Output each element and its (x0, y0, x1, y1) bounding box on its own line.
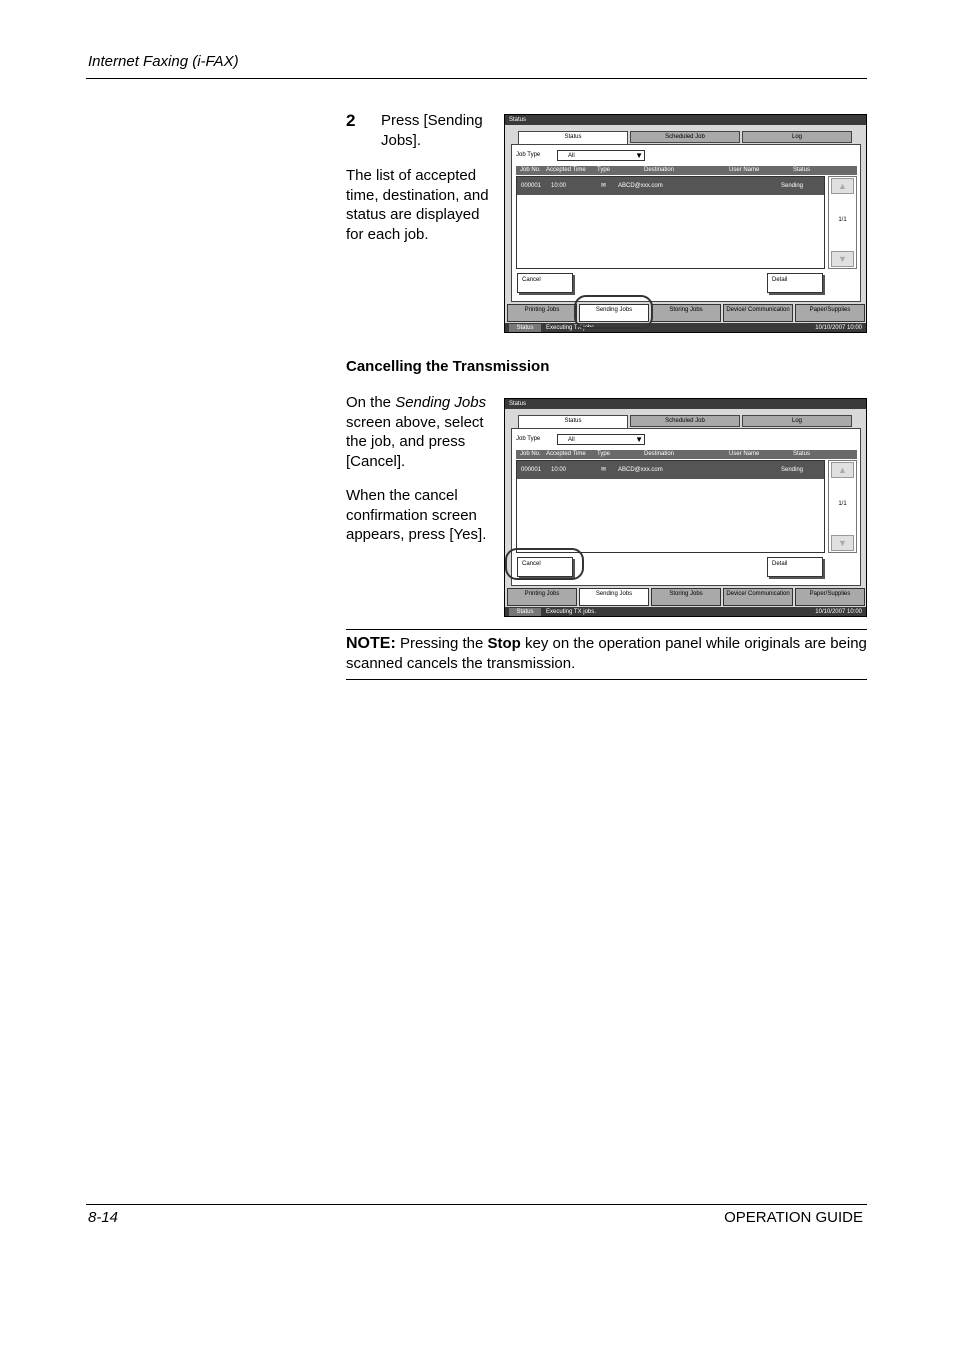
tab-status[interactable]: Status (518, 415, 628, 429)
col-destination: Destination (644, 167, 675, 173)
status-datetime: 10/10/2007 10:00 (815, 325, 862, 331)
col-job-no: Job No. (520, 451, 541, 457)
col-destination: Destination (644, 451, 675, 457)
nav-storing-jobs[interactable]: Storing Jobs (651, 588, 721, 606)
job-table-header (516, 166, 857, 175)
status-bar (505, 607, 866, 617)
step-instruction: Press [Sending Jobs]. (381, 112, 483, 149)
nav-paper-supplies[interactable]: Paper/Supplies (795, 304, 865, 322)
status-message: Executing TX jobs. (546, 609, 596, 615)
job-nav (507, 304, 866, 322)
tab-scheduled-job[interactable]: Scheduled Job (630, 131, 740, 143)
dropdown-arrow-icon: ▼ (635, 435, 643, 444)
job-type-select[interactable] (557, 150, 645, 161)
col-user-name: User Name (729, 167, 760, 173)
detail-button[interactable]: Detail (767, 557, 823, 577)
nav-sending-jobs[interactable]: Sending Jobs (579, 588, 649, 606)
list-scrollbar (828, 176, 857, 269)
status-screen-cancel (504, 398, 867, 617)
scroll-up-icon[interactable]: ▲ (831, 178, 854, 194)
note-key: Stop (487, 635, 521, 652)
note (346, 634, 867, 673)
cancel-button[interactable]: Cancel (517, 273, 573, 293)
note-label: NOTE: (346, 635, 396, 652)
cell-job-no: 000001 (521, 467, 542, 473)
page-number: 8-14 (88, 1209, 119, 1226)
guide-name: OPERATION GUIDE (724, 1209, 863, 1226)
cell-destination: ABCD@xxx.com (618, 467, 663, 473)
scroll-down-icon[interactable]: ▼ (831, 535, 854, 551)
col-accepted-time: Accepted Time (546, 167, 586, 173)
detail-button[interactable]: Detail (767, 273, 823, 293)
note-rule-bottom (346, 679, 867, 680)
highlight-cancel (505, 548, 584, 580)
status-bar (505, 323, 866, 333)
tab-scheduled-job[interactable]: Scheduled Job (630, 415, 740, 427)
page-indicator: 1/1 (838, 501, 847, 507)
nav-paper-supplies[interactable]: Paper/Supplies (795, 588, 865, 606)
screen-title: Status (505, 115, 866, 125)
nav-device-communication[interactable]: Device/ Communication (723, 588, 793, 606)
para1-pre: On the (346, 394, 396, 411)
highlight-sending-jobs (574, 295, 653, 329)
para1-post: screen above, select the job, and press [Cancel]. (346, 413, 484, 470)
cell-time: 10:00 (551, 467, 567, 473)
col-accepted-time: Accepted Time (546, 451, 586, 457)
step-number: 2 (346, 111, 356, 130)
section-para2: When the cancel confirmation screen appears, press [Yes]. (346, 487, 487, 543)
nav-printing-jobs[interactable]: Printing Jobs (507, 588, 577, 606)
para1-em: Sending Jobs (395, 394, 487, 411)
nav-storing-jobs[interactable]: Storing Jobs (651, 304, 721, 322)
nav-printing-jobs[interactable]: Printing Jobs (507, 304, 577, 322)
table-row[interactable] (517, 461, 824, 479)
col-status: Status (793, 167, 811, 173)
screen-title: Status (505, 399, 866, 409)
cell-time: 10:00 (551, 183, 567, 189)
col-type: Type (597, 167, 611, 173)
status-datetime: 10/10/2007 10:00 (815, 609, 862, 615)
col-job-no: Job No. (520, 167, 541, 173)
step-description: The list of accepted time, destination, and status are displayed for each job. (346, 167, 489, 243)
note-pre: Pressing the (395, 635, 488, 652)
scroll-down-icon[interactable]: ▼ (831, 251, 854, 267)
cell-destination: ABCD@xxx.com (618, 183, 663, 189)
cancel-button[interactable]: Cancel (517, 557, 573, 577)
note-post: key on the operation panel while originals are being scanned cancels the transmission. (346, 635, 867, 672)
col-type: Type (597, 451, 611, 457)
status-body (511, 144, 861, 302)
job-table-header (516, 450, 857, 459)
running-header: Internet Faxing (i-FAX) (88, 53, 239, 70)
scroll-up-icon[interactable]: ▲ (831, 462, 854, 478)
tab-status[interactable]: Status (518, 131, 628, 145)
nav-sending-jobs[interactable]: Sending Jobs (579, 304, 649, 322)
col-status: Status (793, 451, 811, 457)
list-scrollbar (828, 460, 857, 553)
job-type-label: Job Type (516, 436, 541, 442)
section-heading: Cancelling the Transmission (346, 358, 550, 375)
job-nav (507, 588, 866, 606)
header-rule (86, 78, 867, 79)
status-message: Executing TX jobs. (546, 325, 596, 331)
email-type-icon: ✉ (601, 183, 607, 189)
status-label: Status (509, 608, 541, 616)
col-user-name: User Name (729, 451, 760, 457)
job-list (516, 176, 825, 269)
status-label: Status (509, 324, 541, 332)
job-type-label: Job Type (516, 152, 541, 158)
dropdown-arrow-icon: ▼ (635, 151, 643, 160)
note-rule-top (346, 629, 867, 630)
cell-status: Sending (781, 467, 804, 473)
status-screen-sending-jobs (504, 114, 867, 333)
job-type-value: All (568, 437, 575, 443)
job-type-value: All (568, 153, 575, 159)
nav-device-communication[interactable]: Device/ Communication (723, 304, 793, 322)
section-para1 (346, 393, 496, 471)
footer-rule (86, 1204, 867, 1205)
tab-log[interactable]: Log (742, 415, 852, 427)
cell-status: Sending (781, 183, 804, 189)
job-type-select[interactable] (557, 434, 645, 445)
job-list (516, 460, 825, 553)
table-row[interactable] (517, 177, 824, 195)
tab-log[interactable]: Log (742, 131, 852, 143)
cell-job-no: 000001 (521, 183, 542, 189)
email-type-icon: ✉ (601, 467, 607, 473)
page-indicator: 1/1 (838, 217, 847, 223)
